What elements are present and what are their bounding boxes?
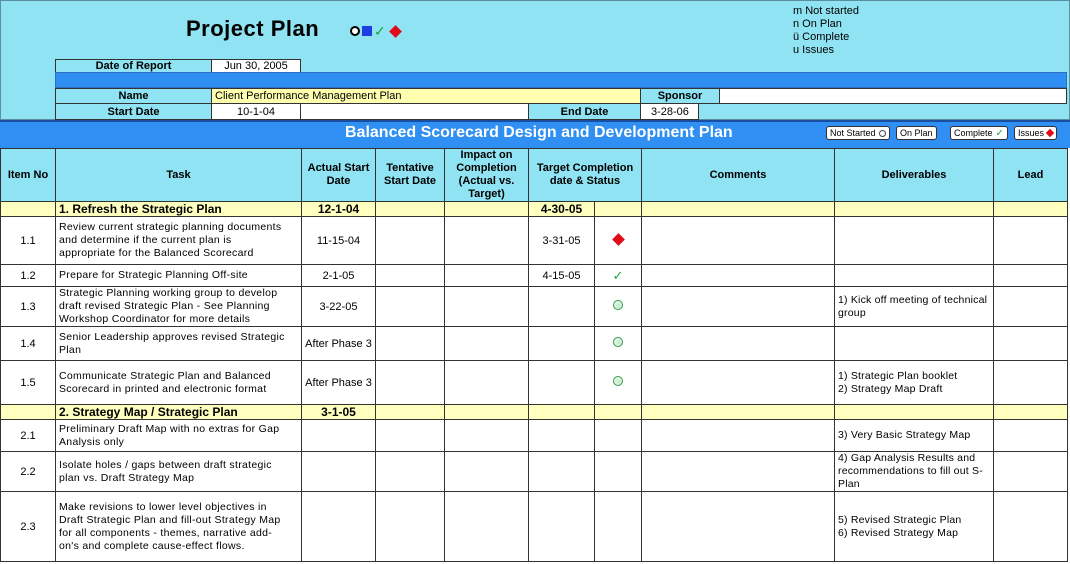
section-target: 4-30-05 [529,202,595,217]
deliverable-line: Plan [838,478,860,490]
section-title: 1. Refresh the Strategic Plan [56,202,302,217]
deliverable-line: 2) Strategy Map Draft [838,382,943,395]
target-date-cell[interactable]: 3-31-05 [529,217,595,265]
col-target: Target Completion date & Status [529,149,642,202]
actual-start-cell[interactable]: 11-15-04 [302,217,376,265]
table-row[interactable] [1,452,1068,492]
key-label: Not Started [830,128,876,138]
item-no: 2.3 [1,492,56,562]
item-no: 1.3 [1,287,56,327]
task-line: Communicate Strategic Plan and Balanced [59,369,271,382]
task-line: Plan [59,343,82,356]
issues-diamond-icon [389,25,402,38]
col-item-no: Item No [1,149,56,202]
status-cell[interactable] [595,492,642,562]
table-row[interactable] [1,265,1068,287]
task-cell[interactable] [56,420,302,452]
name-field[interactable]: Client Performance Management Plan [211,88,641,104]
banner-title: Balanced Scorecard Design and Development Plan [345,124,733,141]
issues-diamond-icon [612,233,625,246]
actual-start-cell[interactable] [302,420,376,452]
lead-cell[interactable] [994,217,1068,265]
task-cell[interactable] [56,327,302,361]
circle-icon [879,130,886,137]
task-line: Make revisions to lower level objectives in [59,500,267,513]
key-on-plan [896,126,937,140]
status-cell[interactable] [595,265,642,287]
task-line: appropriate for the Balanced Scorecard [59,247,254,259]
target-date-cell[interactable] [529,492,595,562]
deliverable-line: 1) Strategic Plan booklet [838,369,958,382]
status-cell[interactable] [595,327,642,361]
status-cell[interactable] [595,287,642,327]
legend-item: m Not started [793,5,860,17]
status-cell[interactable] [595,420,642,452]
legend-item: ü Complete [793,31,850,43]
task-cell[interactable] [56,492,302,562]
task-line: draft revised Strategic Plan - See Planning [59,300,270,312]
tentative-start-cell[interactable] [376,265,445,287]
comments-cell[interactable] [642,420,835,452]
lead-cell[interactable] [994,265,1068,287]
impact-cell[interactable] [445,265,529,287]
deliverable-line: 1) Kick off meeting of technical [838,293,988,306]
task-line: Analysis only [59,435,125,448]
separator-band [55,72,1067,88]
check-icon: ✓ [995,127,1004,139]
task-line: Review current strategic planning documents [59,221,282,233]
key-complete [950,126,1008,140]
impact-cell[interactable] [445,452,529,492]
key-label: On Plan [900,128,933,138]
legend-item: n On Plan [793,18,842,30]
target-date-cell[interactable]: 4-15-05 [529,265,595,287]
task-cell[interactable] [56,265,302,287]
deliverables-cell[interactable] [835,327,994,361]
impact-cell[interactable] [445,361,529,405]
date-of-report-label: Date of Report [55,59,212,73]
impact-cell[interactable] [445,287,529,327]
col-task: Task [56,149,302,202]
section-row [1,405,1068,420]
item-no: 2.2 [1,452,56,492]
target-date-cell[interactable] [529,361,595,405]
section-row [1,202,1068,217]
start-date-label: Start Date [55,103,212,120]
not-started-icon [350,26,360,36]
tentative-start-cell[interactable] [376,420,445,452]
target-date-cell[interactable] [529,287,595,327]
tentative-start-cell[interactable] [376,217,445,265]
deliverables-cell[interactable] [835,287,994,327]
complete-check-icon: ✓ [612,267,624,283]
target-date-cell[interactable] [529,327,595,361]
plan-table [0,148,1068,562]
task-line: Prepare for Strategic Planning Off-site [59,269,248,281]
actual-start-cell[interactable]: After Phase 3 [302,361,376,405]
lead-cell[interactable] [994,452,1068,492]
comments-cell[interactable] [642,361,835,405]
task-line: and determine if the current plan is [59,234,232,246]
deliverable-line: 4) Gap Analysis Results and [838,452,976,464]
deliverable-line: group [838,306,866,319]
task-cell[interactable] [56,217,302,265]
impact-cell[interactable] [445,327,529,361]
actual-start-cell[interactable]: After Phase 3 [302,327,376,361]
table-row[interactable] [1,217,1068,265]
lead-cell[interactable] [994,420,1068,452]
section-target [529,405,595,420]
comments-cell[interactable] [642,492,835,562]
impact-cell[interactable] [445,217,529,265]
deliverable-line: 6) Revised Strategy Map [838,526,959,539]
item-no: 1.1 [1,217,56,265]
deliverable-line: recommendations to fill out S- [838,465,983,477]
col-lead: Lead [994,149,1068,202]
task-line: Senior Leadership approves revised Strategic [59,330,285,343]
not-started-circle-icon [613,376,623,386]
col-deliverables: Deliverables [835,149,994,202]
sponsor-field[interactable] [719,88,1067,104]
target-date-cell[interactable] [529,420,595,452]
col-comments: Comments [642,149,835,202]
lead-cell[interactable] [994,327,1068,361]
section-actual-start: 3-1-05 [302,405,376,420]
deliverables-cell[interactable] [835,452,994,492]
end-date-field[interactable]: 3-28-06 [640,103,699,120]
actual-start-cell[interactable]: 3-22-05 [302,287,376,327]
task-line: Scorecard in printed and electronic format [59,382,267,395]
comments-cell[interactable] [642,452,835,492]
deliverable-line: 3) Very Basic Strategy Map [838,429,971,441]
table-row[interactable] [1,287,1068,327]
target-date-cell[interactable] [529,452,595,492]
task-line: on's and complete cause-effect flows. [59,539,245,552]
item-no: 1.4 [1,327,56,361]
table-row[interactable] [1,492,1068,562]
status-icon-strip [350,22,400,40]
col-impact: Impact on Completion (Actual vs. Target) [445,149,529,202]
item-no: 1.5 [1,361,56,405]
task-line: Isolate holes / gaps between draft strategic [59,458,272,471]
section-actual-start: 12-1-04 [302,202,376,217]
on-plan-icon [362,26,372,36]
lead-cell[interactable] [994,361,1068,405]
task-line: Strategic Planning working group to develop [59,287,278,299]
task-line: for all components - themes, narrative add- [59,526,273,539]
deliverables-cell[interactable] [835,361,994,405]
task-line: Draft Strategic Plan and fill-out Strategy Map [59,513,281,526]
sponsor-label: Sponsor [640,88,720,104]
not-started-circle-icon [613,337,623,347]
task-line: plan vs. Draft Strategy Map [59,471,195,484]
deliverables-cell[interactable] [835,420,994,452]
tentative-start-cell[interactable] [376,287,445,327]
name-label: Name [55,88,212,104]
deliverables-cell[interactable] [835,492,994,562]
actual-start-cell[interactable] [302,492,376,562]
status-cell[interactable] [595,452,642,492]
table-row[interactable] [1,361,1068,405]
impact-cell[interactable] [445,420,529,452]
comments-cell[interactable] [642,287,835,327]
col-actual-start: Actual Start Date [302,149,376,202]
task-line: Preliminary Draft Map with no extras for Gap [59,422,280,435]
start-date-field[interactable]: 10-1-04 [211,103,301,120]
item-no: 2.1 [1,420,56,452]
status-legend [793,5,859,57]
comments-cell[interactable] [642,327,835,361]
tentative-start-cell[interactable] [376,327,445,361]
lead-cell[interactable] [994,287,1068,327]
legend-item: u Issues [793,44,834,56]
tentative-start-cell[interactable] [376,452,445,492]
page-title: Project Plan [186,16,320,41]
task-line: Workshop Coordinator for more details [59,313,251,325]
tentative-start-cell[interactable] [376,492,445,562]
item-no: 1.2 [1,265,56,287]
deliverables-cell[interactable] [835,217,994,265]
blank-cell [300,103,529,120]
end-date-label: End Date [528,103,641,120]
col-tentative-start: Tentative Start Date [376,149,445,202]
task-cell[interactable] [56,361,302,405]
section-title: 2. Strategy Map / Strategic Plan [56,405,302,420]
key-not-started [826,126,890,140]
task-cell[interactable] [56,287,302,327]
status-cell[interactable] [595,361,642,405]
table-row[interactable] [1,420,1068,452]
date-of-report-field[interactable]: Jun 30, 2005 [211,59,301,73]
not-started-circle-icon [613,300,623,310]
comments-cell[interactable] [642,265,835,287]
deliverables-cell[interactable] [835,265,994,287]
impact-cell[interactable] [445,492,529,562]
task-cell[interactable] [56,452,302,492]
actual-start-cell[interactable] [302,452,376,492]
key-label: Issues [1018,128,1045,138]
status-cell[interactable] [595,217,642,265]
tentative-start-cell[interactable] [376,361,445,405]
header-row [1,149,1068,202]
complete-check-icon: ✓ [374,23,386,39]
key-label: Complete [954,128,993,138]
comments-cell[interactable] [642,217,835,265]
deliverable-line: 5) Revised Strategic Plan [838,513,962,526]
actual-start-cell[interactable]: 2-1-05 [302,265,376,287]
diamond-icon [1046,129,1054,137]
table-row[interactable] [1,327,1068,361]
key-issues [1014,126,1057,140]
lead-cell[interactable] [994,492,1068,562]
